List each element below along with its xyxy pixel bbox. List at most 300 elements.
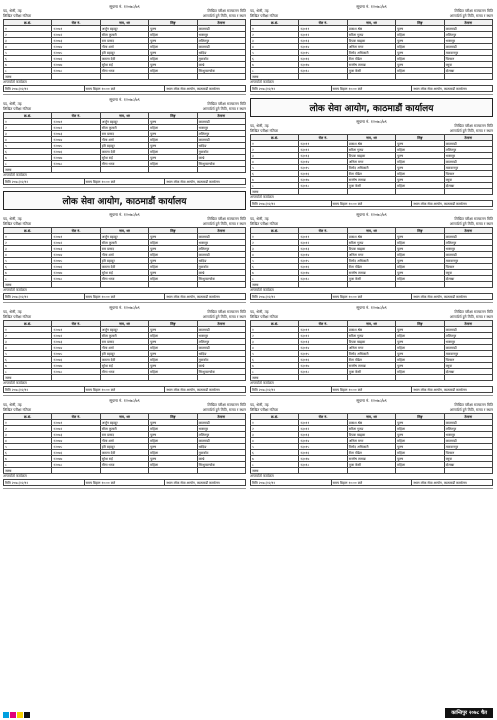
table-cell: पुरुष	[396, 420, 444, 426]
table-cell: १३०१६	[299, 450, 347, 456]
table-cell: प्रकाश श्रेष्ठ	[347, 420, 395, 426]
table-cell: ३	[251, 153, 299, 159]
table-cell: ६	[4, 56, 52, 62]
col-header-4: ठेगाना	[197, 414, 245, 420]
table-cell: पुरुष	[396, 456, 444, 462]
table-cell: पुरुष	[149, 327, 197, 333]
table-cell: महिला	[149, 56, 197, 62]
table-cell: ८	[251, 276, 299, 282]
table-cell: १२०७८	[52, 462, 100, 468]
table-cell: ३	[251, 246, 299, 252]
table-cell: पुरुष	[396, 339, 444, 345]
table-cell: १३०१४	[299, 44, 347, 50]
table-cell: नुवाकोट	[197, 450, 245, 456]
table-cell: ४	[251, 44, 299, 50]
col-header-4: ठेगाना	[444, 321, 492, 327]
schedule-row	[251, 86, 493, 92]
table-cell: महिला	[149, 333, 197, 339]
table-cell: १	[251, 327, 299, 333]
table-cell: पुरुष	[396, 327, 444, 333]
col-header-0: क्र.सं.	[251, 414, 299, 420]
col-header-3: लिङ्ग	[396, 20, 444, 26]
total-label: जम्मा	[251, 74, 299, 80]
table-cell: अनिता मगर	[347, 345, 395, 351]
table-cell: १३०१५	[299, 351, 347, 357]
schedule-row	[4, 480, 246, 486]
schedule-cell: मिति २०७८/१२/१२	[251, 201, 332, 207]
table-cell: पुरुष	[149, 270, 197, 276]
col-header-1: रोल नं.	[299, 414, 347, 420]
post-label: पद, श्रेणी, तह	[250, 124, 269, 128]
col-header-4: ठेगाना	[444, 414, 492, 420]
table-cell: पुरुष	[149, 339, 197, 345]
table-cell: काठमाडौं	[197, 137, 245, 143]
table-cell: महिला	[396, 264, 444, 270]
table-cell: ७	[251, 177, 299, 183]
table-cell: ३	[251, 432, 299, 438]
section-divider	[3, 94, 246, 95]
col-header-1: रोल नं.	[52, 414, 100, 420]
total-cell	[149, 282, 197, 288]
interview-label: अन्तर्वार्ता हुने मिति, समय र स्थान	[449, 222, 493, 226]
table-cell: गीता शर्मा	[100, 252, 148, 258]
table-cell: सीता कुमारी	[100, 32, 148, 38]
schedule-cell: मिति २०७८/१२/१२	[251, 86, 332, 92]
col-header-2: नाम, थर	[100, 20, 148, 26]
table-cell: मकवानपुर	[444, 351, 492, 357]
table-cell: सन्तोष तामाङ	[347, 177, 395, 183]
right-notice-schedule-table	[250, 200, 493, 207]
schedule-cell: मिति २०७८/१२/१२	[4, 86, 85, 92]
table-cell: ४	[4, 137, 52, 143]
table-cell: धादिङ	[197, 50, 245, 56]
total-cell	[444, 282, 492, 288]
table-cell: ८	[251, 462, 299, 468]
notice-number: सूचना नं. १२०७८/७९	[109, 4, 140, 9]
total-row	[251, 189, 493, 195]
col-header-2: नाम, थर	[347, 414, 395, 420]
table-cell: राम प्रसाद	[100, 38, 148, 44]
table-cell: महिला	[149, 357, 197, 363]
table-cell: पूजा केसी	[347, 68, 395, 74]
table-cell: पुरुष	[149, 420, 197, 426]
table-cell: ८	[4, 276, 52, 282]
result-label: लिखित परीक्षा नतिजा	[3, 315, 32, 319]
section-divider	[3, 488, 246, 489]
table-cell: महिला	[396, 68, 444, 74]
total-cell	[52, 74, 100, 80]
table-cell: १३०१६	[299, 264, 347, 270]
table-cell: ६	[4, 264, 52, 270]
table-cell: महिला	[149, 161, 197, 167]
table-cell: सरिता गुरुङ	[347, 333, 395, 339]
table-cell: काठमाडौं	[444, 327, 492, 333]
table-cell: काठमाडौं	[197, 345, 245, 351]
col-header-2: नाम, थर	[347, 321, 395, 327]
schedule-cell: समय बिहान १०:०० बजे	[84, 179, 165, 185]
total-cell	[299, 74, 347, 80]
table-cell: १२०७४	[52, 44, 100, 50]
table-cell: सुरेश राई	[100, 62, 148, 68]
schedule-cell: स्थान लोक सेवा आयोग, काठमाडौं कार्यालय	[165, 294, 246, 300]
table-cell: १३०१३	[299, 246, 347, 252]
table-cell: १३०१४	[299, 159, 347, 165]
table-cell: भक्तपुर	[444, 339, 492, 345]
table-cell: ४	[251, 252, 299, 258]
table-cell: रीता पौडेल	[347, 450, 395, 456]
schedule-cell: मिति २०७८/१२/१२	[251, 480, 332, 486]
table-cell: धादिङ	[197, 143, 245, 149]
notice-number: सूचना नं. १२०७८/७९	[356, 398, 387, 403]
table-cell: दोलखा	[444, 369, 492, 375]
table-cell: महिला	[149, 125, 197, 131]
total-row	[4, 282, 246, 288]
table-cell: १२०७३	[52, 131, 100, 137]
table-cell: अर्जुन बहादुर	[100, 420, 148, 426]
total-cell	[197, 167, 245, 173]
notice-number: सूचना नं. १२०७८/७९	[356, 119, 387, 124]
total-label: जम्मा	[4, 468, 52, 474]
table-cell: १२०७१	[52, 327, 100, 333]
table-cell: मकवानपुर	[444, 50, 492, 56]
schedule-cell: मिति २०७८/१२/१२	[251, 387, 332, 393]
table-cell: महिला	[396, 462, 444, 468]
col-header-2: नाम, थर	[100, 228, 148, 234]
table-cell: १२०७४	[52, 137, 100, 143]
table-cell: १२०७१	[52, 234, 100, 240]
table-cell: १	[251, 420, 299, 426]
table-cell: राम प्रसाद	[100, 246, 148, 252]
table-cell: काठमाडौं	[197, 119, 245, 125]
table-cell: नुवाकोट	[197, 149, 245, 155]
total-cell	[52, 167, 100, 173]
table-cell: मीना थापा	[100, 462, 148, 468]
table-cell: १२०७३	[52, 432, 100, 438]
table-cell: १३०१८	[299, 369, 347, 375]
table-cell: १३०१४	[299, 345, 347, 351]
table-cell: १३०१२	[299, 333, 347, 339]
table-cell: १	[4, 234, 52, 240]
table-cell: १२०७२	[52, 426, 100, 432]
col-header-2: नाम, थर	[347, 228, 395, 234]
table-cell: १३०१८	[299, 183, 347, 189]
total-label: जम्मा	[251, 282, 299, 288]
table-cell: महिला	[396, 369, 444, 375]
table-cell: दिपक खड्का	[347, 153, 395, 159]
table-cell: १२०७५	[52, 143, 100, 149]
exam-date-label: लिखित परीक्षा सञ्चालन मिति	[207, 9, 246, 13]
col-header-3: लिङ्ग	[149, 228, 197, 234]
table-cell: सीता कुमारी	[100, 426, 148, 432]
exam-date-label: लिखित परीक्षा सञ्चालन मिति	[454, 403, 493, 407]
table-cell: काठमाडौं	[444, 438, 492, 444]
schedule-caption: अन्तर्वार्ता कार्यक्रम	[250, 474, 274, 478]
left-notice-schedule-table	[3, 293, 246, 300]
total-cell	[444, 375, 492, 381]
table-cell: ललितपुर	[197, 432, 245, 438]
total-cell	[52, 375, 100, 381]
table-cell: पूजा केसी	[347, 183, 395, 189]
table-cell: पुरुष	[149, 155, 197, 161]
section-divider	[3, 395, 246, 396]
table-cell: महिला	[396, 345, 444, 351]
table-cell: १३०१६	[299, 171, 347, 177]
table-cell: १३०१२	[299, 147, 347, 153]
table-cell: प्रकाश श्रेष्ठ	[347, 327, 395, 333]
table-cell: काठमाडौं	[444, 252, 492, 258]
schedule-cell: मिति २०७८/१२/१२	[4, 387, 85, 393]
table-cell: ५	[4, 351, 52, 357]
notice-number: सूचना नं. १२०७८/७९	[356, 4, 387, 9]
interview-label: अन्तर्वार्ता हुने मिति, समय र स्थान	[202, 408, 246, 412]
schedule-cell: स्थान लोक सेवा आयोग, काठमाडौं कार्यालय	[412, 480, 493, 486]
table-cell: ७	[4, 62, 52, 68]
table-cell: पुरुष	[149, 351, 197, 357]
table-cell: सुरेश राई	[100, 363, 148, 369]
col-header-1: रोल नं.	[299, 228, 347, 234]
table-cell: मीना थापा	[100, 276, 148, 282]
total-label: जम्मा	[4, 167, 52, 173]
table-cell: चितवन	[444, 264, 492, 270]
table-cell: ७	[4, 155, 52, 161]
exam-date-label: लिखित परीक्षा सञ्चालन मिति	[454, 124, 493, 128]
table-cell: महिला	[396, 240, 444, 246]
table-cell: रसुवा	[444, 270, 492, 276]
table-cell: धादिङ	[197, 258, 245, 264]
notice-number: सूचना नं. १२०७८/७९	[109, 97, 140, 102]
post-label: पद, श्रेणी, तह	[3, 217, 22, 221]
schedule-row	[251, 294, 493, 300]
total-cell	[197, 282, 245, 288]
total-cell	[347, 282, 395, 288]
table-cell: १२०७६	[52, 149, 100, 155]
table-cell: भक्तपुर	[444, 38, 492, 44]
total-cell	[197, 74, 245, 80]
schedule-row	[251, 387, 493, 393]
left-notice-schedule-table	[3, 386, 246, 393]
col-header-1: रोल नं.	[52, 113, 100, 119]
table-cell: ४	[4, 345, 52, 351]
table-cell: १२०७३	[52, 339, 100, 345]
table-cell: महिला	[396, 159, 444, 165]
schedule-row	[4, 294, 246, 300]
table-cell: पुरुष	[396, 351, 444, 357]
table-cell: महिला	[396, 183, 444, 189]
schedule-cell: मिति २०७८/१२/१२	[4, 480, 85, 486]
table-cell: ललितपुर	[444, 147, 492, 153]
table-cell: महिला	[396, 147, 444, 153]
table-cell: दोलखा	[444, 276, 492, 282]
table-cell: पुरुष	[149, 50, 197, 56]
table-cell: सीता कुमारी	[100, 240, 148, 246]
table-cell: विनोद अधिकारी	[347, 50, 395, 56]
notice-number: सूचना नं. १२०७८/७९	[356, 212, 387, 217]
schedule-cell: स्थान लोक सेवा आयोग, काठमाडौं कार्यालय	[412, 387, 493, 393]
table-cell: २	[4, 125, 52, 131]
reg-mark-magenta	[10, 712, 16, 718]
table-cell: रसुवा	[444, 62, 492, 68]
table-cell: १	[251, 234, 299, 240]
table-cell: १३०१७	[299, 363, 347, 369]
table-cell: भक्तपुर	[197, 125, 245, 131]
table-cell: महिला	[149, 68, 197, 74]
table-cell: महिला	[396, 357, 444, 363]
total-cell	[396, 189, 444, 195]
table-cell: २	[251, 32, 299, 38]
table-cell: महिला	[149, 252, 197, 258]
left-notice-table	[3, 320, 246, 381]
table-cell: ५	[4, 444, 52, 450]
table-cell: पुरुष	[149, 258, 197, 264]
schedule-row	[4, 86, 246, 92]
schedule-cell: समय बिहान १०:०० बजे	[331, 387, 412, 393]
table-cell: १३०१६	[299, 56, 347, 62]
table-cell: १२०७५	[52, 351, 100, 357]
interview-label: अन्तर्वार्ता हुने मिति, समय र स्थान	[202, 107, 246, 111]
col-header-0: क्र.सं.	[4, 113, 52, 119]
table-cell: महिला	[396, 333, 444, 339]
table-cell: चितवन	[444, 171, 492, 177]
table-cell: १२०७२	[52, 240, 100, 246]
table-cell: पुरुष	[396, 177, 444, 183]
table-cell: गीता शर्मा	[100, 44, 148, 50]
table-cell: काठमाडौं	[444, 345, 492, 351]
table-cell: धादिङ	[197, 351, 245, 357]
table-cell: मीना थापा	[100, 68, 148, 74]
schedule-cell: स्थान लोक सेवा आयोग, काठमाडौं कार्यालय	[165, 480, 246, 486]
total-row	[251, 282, 493, 288]
section-divider	[250, 94, 493, 95]
schedule-cell: मिति २०७८/१२/१२	[4, 179, 85, 185]
total-cell	[149, 74, 197, 80]
total-cell	[396, 74, 444, 80]
page-label: कान्तिपुर २०७८ चैत	[445, 708, 493, 718]
table-cell: काभ्रे	[197, 155, 245, 161]
table-cell: सरिता गुरुङ	[347, 147, 395, 153]
table-cell: पुरुष	[149, 26, 197, 32]
total-cell	[347, 468, 395, 474]
table-cell: ३	[251, 38, 299, 44]
col-header-0: क्र.सं.	[251, 321, 299, 327]
post-label: पद, श्रेणी, तह	[250, 403, 269, 407]
table-cell: १	[4, 420, 52, 426]
table-cell: ७	[251, 456, 299, 462]
table-cell: सन्तोष तामाङ	[347, 456, 395, 462]
col-header-2: नाम, थर	[100, 113, 148, 119]
table-cell: पुरुष	[396, 153, 444, 159]
total-cell	[299, 468, 347, 474]
table-cell: १३०१७	[299, 62, 347, 68]
col-header-0: क्र.सं.	[4, 20, 52, 26]
table-cell: १	[251, 26, 299, 32]
table-cell: १२०७३	[52, 38, 100, 44]
total-row	[251, 375, 493, 381]
table-cell: ४	[4, 44, 52, 50]
table-cell: ५	[251, 258, 299, 264]
section-divider	[250, 488, 493, 489]
office-title: लोक सेवा आयोग, काठमाडौं कार्यालय	[3, 191, 246, 210]
table-cell: अनिता मगर	[347, 252, 395, 258]
interview-label: अन्तर्वार्ता हुने मिति, समय र स्थान	[202, 14, 246, 18]
left-notice-table	[3, 227, 246, 288]
table-cell: अर्जुन बहादुर	[100, 327, 148, 333]
table-cell: पुरुष	[149, 444, 197, 450]
table-cell: महिला	[149, 369, 197, 375]
table-cell: ७	[4, 456, 52, 462]
table-cell: महिला	[396, 276, 444, 282]
table-cell: १३०१७	[299, 456, 347, 462]
table-cell: २	[4, 240, 52, 246]
total-cell	[444, 74, 492, 80]
table-cell: १३०१७	[299, 177, 347, 183]
notice-number: सूचना नं. १२०७८/७९	[356, 305, 387, 310]
notice-number: सूचना नं. १२०७८/७९	[109, 305, 140, 310]
table-cell: १२०७७	[52, 62, 100, 68]
total-cell	[347, 375, 395, 381]
table-cell: भक्तपुर	[444, 432, 492, 438]
interview-label: अन्तर्वार्ता हुने मिति, समय र स्थान	[202, 315, 246, 319]
schedule-caption: अन्तर्वार्ता कार्यक्रम	[3, 288, 27, 292]
table-cell: ६	[251, 171, 299, 177]
left-notice-schedule-table	[3, 178, 246, 185]
schedule-row	[4, 179, 246, 185]
table-cell: सरिता गुरुङ	[347, 426, 395, 432]
table-cell: ४	[4, 438, 52, 444]
table-cell: हरि बहादुर	[100, 50, 148, 56]
interview-label: अन्तर्वार्ता हुने मिति, समय र स्थान	[449, 408, 493, 412]
table-cell: पुरुष	[149, 246, 197, 252]
result-label: लिखित परीक्षा नतिजा	[250, 408, 279, 412]
table-cell: नुवाकोट	[197, 264, 245, 270]
table-cell: सुरेश राई	[100, 270, 148, 276]
table-cell: सिन्धुपाल्चोक	[197, 369, 245, 375]
table-cell: सिन्धुपाल्चोक	[197, 161, 245, 167]
table-cell: सीता कुमारी	[100, 125, 148, 131]
table-cell: नुवाकोट	[197, 56, 245, 62]
table-cell: पुरुष	[149, 432, 197, 438]
total-cell	[149, 375, 197, 381]
result-label: लिखित परीक्षा नतिजा	[3, 408, 32, 412]
interview-label: अन्तर्वार्ता हुने मिति, समय र स्थान	[449, 315, 493, 319]
table-cell: ८	[251, 183, 299, 189]
schedule-caption: अन्तर्वार्ता कार्यक्रम	[3, 80, 27, 84]
col-header-3: लिङ्ग	[396, 135, 444, 141]
result-label: लिखित परीक्षा नतिजा	[250, 315, 279, 319]
result-label: लिखित परीक्षा नतिजा	[250, 222, 279, 226]
table-cell: १३०१५	[299, 444, 347, 450]
schedule-cell: समय बिहान १०:०० बजे	[84, 86, 165, 92]
table-cell: भक्तपुर	[197, 333, 245, 339]
table-cell: अनिता मगर	[347, 438, 395, 444]
table-cell: सीता कुमारी	[100, 333, 148, 339]
table-cell: ५	[4, 258, 52, 264]
table-cell: पूजा केसी	[347, 276, 395, 282]
schedule-caption: अन्तर्वार्ता कार्यक्रम	[3, 173, 27, 177]
notice-number: सूचना नं. १२०७८/७९	[109, 212, 140, 217]
left-notice-table	[3, 413, 246, 474]
schedule-caption: अन्तर्वार्ता कार्यक्रम	[250, 195, 274, 199]
interview-label: अन्तर्वार्ता हुने मिति, समय र स्थान	[202, 222, 246, 226]
total-cell	[52, 468, 100, 474]
table-cell: दिपक खड्का	[347, 38, 395, 44]
table-cell: ७	[4, 363, 52, 369]
table-cell: अर्जुन बहादुर	[100, 119, 148, 125]
table-cell: २	[251, 333, 299, 339]
right-notice-schedule-table	[250, 386, 493, 393]
table-cell: काभ्रे	[197, 270, 245, 276]
schedule-row	[251, 201, 493, 207]
table-cell: काठमाडौं	[197, 234, 245, 240]
